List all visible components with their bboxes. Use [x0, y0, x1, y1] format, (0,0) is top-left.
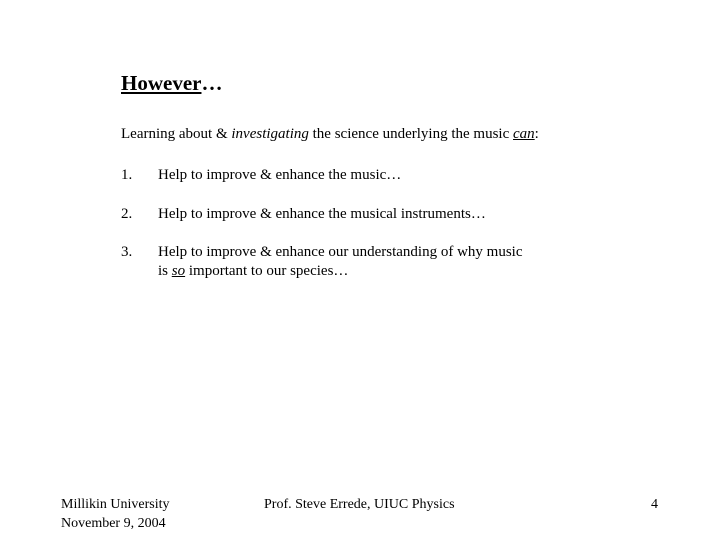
list-item-number: 2.	[121, 206, 133, 222]
list-item-text: Help to improve & enhance the music…	[158, 167, 402, 183]
list-item-line2-pre: is	[158, 263, 172, 279]
list-item-text	[158, 243, 598, 281]
list-item-line2-emphasis: so	[171, 263, 186, 279]
footer-institution	[61, 495, 170, 533]
list-item-number: 1.	[121, 167, 133, 183]
slide-title	[121, 71, 222, 96]
list-item-number: 3.	[121, 244, 133, 260]
intro-underlined: can	[513, 126, 535, 142]
list-item-line1: Help to improve & enhance our understanding of why music	[158, 244, 523, 260]
intro-sentence	[121, 126, 539, 143]
slide-title-ellipsis: …	[201, 71, 223, 95]
footer-author: Prof. Steve Errede, UIUC Physics	[264, 497, 455, 512]
list-item-line2-post: important to our species…	[185, 263, 349, 279]
footer-date: November 9, 2004	[61, 516, 166, 531]
intro-part1: Learning about &	[121, 126, 232, 142]
page-number: 4	[651, 497, 658, 512]
intro-part2: the science underlying the music	[308, 126, 513, 142]
list-item-text: Help to improve & enhance the musical instruments…	[158, 206, 486, 222]
intro-italic: investigating	[231, 126, 309, 142]
footer-university: Millikin University	[61, 497, 170, 512]
intro-part3: :	[534, 126, 539, 142]
slide-title-underlined: However	[121, 71, 202, 95]
